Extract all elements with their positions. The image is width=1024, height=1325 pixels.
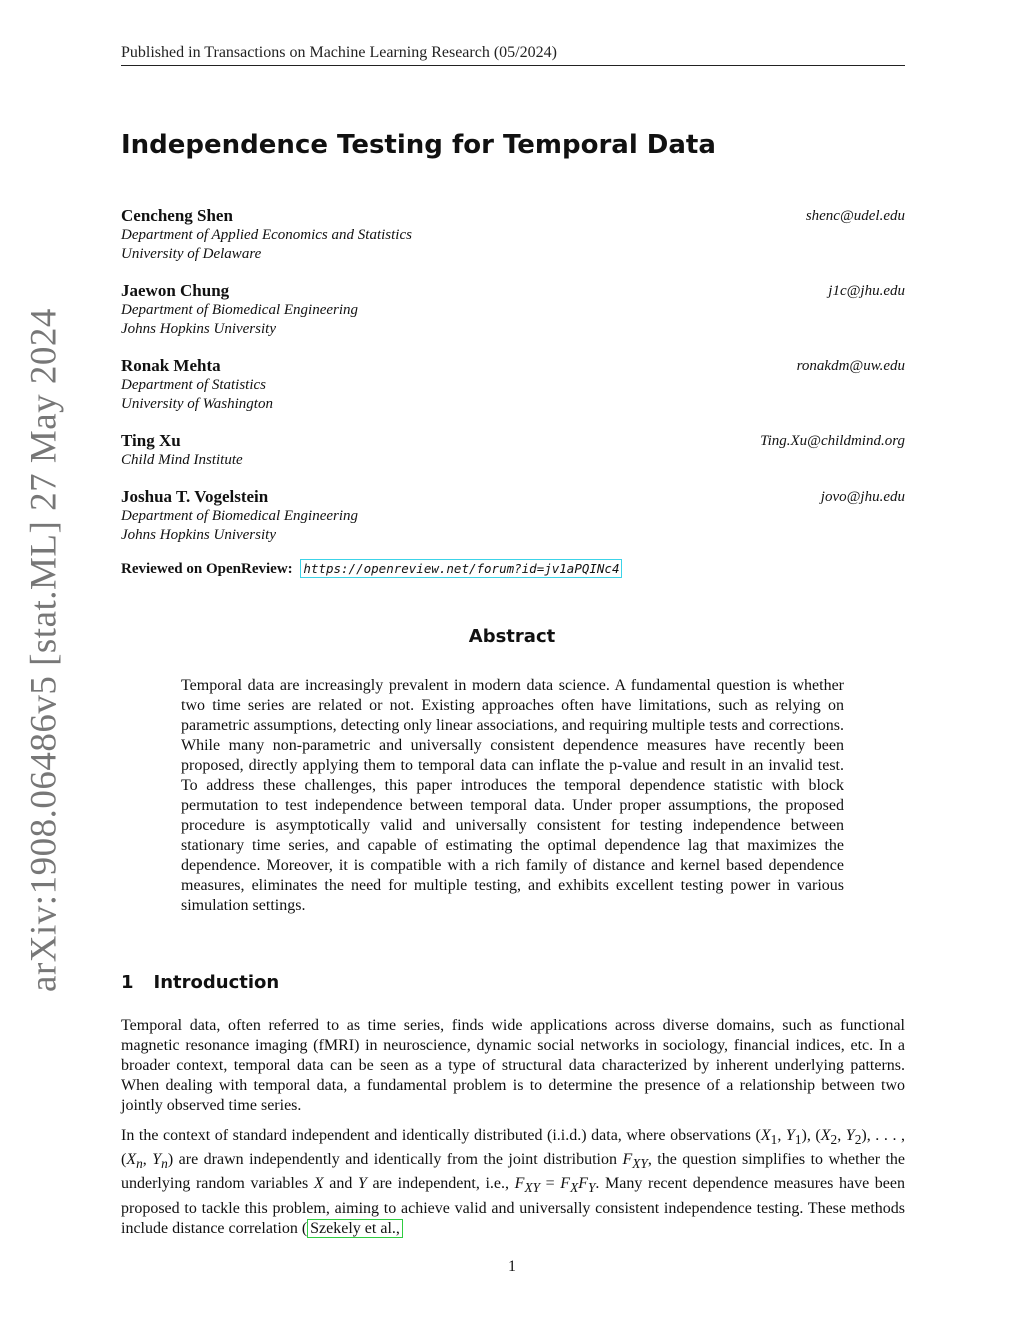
author-department: Department of Biomedical Engineering — [121, 302, 359, 318]
running-header: Published in Transactions on Machine Learning Research (05/2024) — [121, 44, 557, 61]
openreview-link[interactable]: https://openreview.net/forum?id=jv1aPQINc4 — [300, 559, 622, 578]
author-email[interactable]: ronakdm@uw.edu — [796, 358, 905, 374]
author-institution: Johns Hopkins University — [121, 527, 276, 543]
author-name: Ting Xu — [121, 431, 181, 450]
citation-link[interactable]: Szekely et al., — [307, 1219, 403, 1238]
author-block — [121, 281, 905, 339]
para-text: are drawn independently and identically from the joint distribution — [178, 1151, 617, 1169]
author-name: Cencheng Shen — [121, 206, 233, 225]
author-department: Department of Applied Economics and Statistics — [121, 227, 412, 243]
author-block — [121, 356, 905, 414]
author-block — [121, 431, 905, 470]
author-email[interactable]: shenc@udel.edu — [805, 208, 905, 224]
author-name: Joshua T. Vogelstein — [121, 487, 269, 506]
header-rule — [121, 65, 905, 66]
author-institution: Child Mind Institute — [121, 452, 243, 468]
author-email[interactable]: Ting.Xu@childmind.org — [760, 433, 905, 449]
author-name: Jaewon Chung — [121, 281, 230, 300]
section-number: 1 — [121, 972, 134, 993]
section-heading — [121, 972, 279, 993]
para-text: In the context of standard independent and identically distributed (i.i.d.) data, where observations — [121, 1127, 751, 1144]
author-institution: University of Delaware — [121, 246, 262, 262]
abstract-text: Temporal data are increasingly prevalent in modern data science. A fundamental question is whether two time series are related or not. Existing approaches often have limitations, such as relying on parametric assumptions, detecting only linear associations, and requiring multiple tests and corrections. While many non-parametric and universally consistent dependence measures have recently been proposed, directly applying them to temporal data can inflate the p-value and result in an invalid test. To address these challenges, this paper introduces the temporal dependence statistic with block permutation to test independence between temporal data. Under proper assumptions, the proposed procedure is asymptotically valid and universally consistent for testing independence between stationary time series, and capable of estimating the optimal dependence lag that maximizes the dependence. Moreover, it is compatible with a rich family of distance and kernel based dependence measures, eliminates the need for multiple testing, and exhibits excellent testing power in various simulation settings. — [181, 677, 844, 914]
author-block — [121, 487, 905, 545]
intro-paragraph-1: Temporal data, often referred to as time series, finds wide applications across diverse domains, such as functional magnetic resonance imaging (fMRI) in neuroscience, dynamic social networks in sociology, financial indices, etc. In a broader context, temporal data can be seen as a type of structural data characterized by inherent underlying patterns. When dealing with temporal data, a fundamental problem is to determine the presence of a relationship between two jointly observed time series. — [121, 1017, 905, 1114]
para-text: . Many recent dependence measures have been proposed to tackle this problem, aiming to achieve valid and universally consistent independence testing. These methods include distance correlation ( — [121, 1175, 906, 1237]
author-department: Department of Statistics — [121, 377, 266, 393]
author-email[interactable]: j1c@jhu.edu — [828, 283, 905, 299]
para-text: and — [329, 1175, 353, 1193]
author-name: Ronak Mehta — [121, 356, 221, 375]
author-institution: Johns Hopkins University — [121, 321, 276, 337]
author-department: Department of Biomedical Engineering — [121, 508, 359, 524]
review-line — [121, 561, 622, 578]
abstract-heading: Abstract — [468, 626, 556, 647]
para-text: are independent, i.e., — [372, 1175, 510, 1193]
author-institution: University of Washington — [121, 396, 273, 412]
arxiv-stamp: arXiv:1908.06486v5 [stat.ML] 27 May 2024 — [23, 308, 65, 992]
para-text: , the question simplifies to whether the underlying random variables — [121, 1151, 906, 1193]
page-number: 1 — [508, 1258, 516, 1275]
author-email[interactable]: jovo@jhu.edu — [820, 489, 905, 505]
intro-paragraph-2: In the context of standard independent and identically distributed (i.i.d.) data, where observations ($X_1$, $Y_1$), ($X_2$, $Y_2$), . . . , ($X_n$, $Y_n$) are drawn independently and identically from the joint distribution $F_{XY}$, the question simplifies to whether the underlying random variables X and Y are independent, i.e., $F_{XY} = F_XF_Y$. Many recent dependence measures have been proposed to tackle this problem, aiming to achieve valid and universally consistent independence testing. These methods include distance correlation ( Szekely et al., — [121, 1127, 906, 1237]
paper-title: Independence Testing for Temporal Data — [121, 130, 716, 160]
review-label: Reviewed on OpenReview: — [121, 561, 293, 577]
author-block — [121, 206, 905, 264]
section-title: Introduction — [153, 972, 280, 993]
